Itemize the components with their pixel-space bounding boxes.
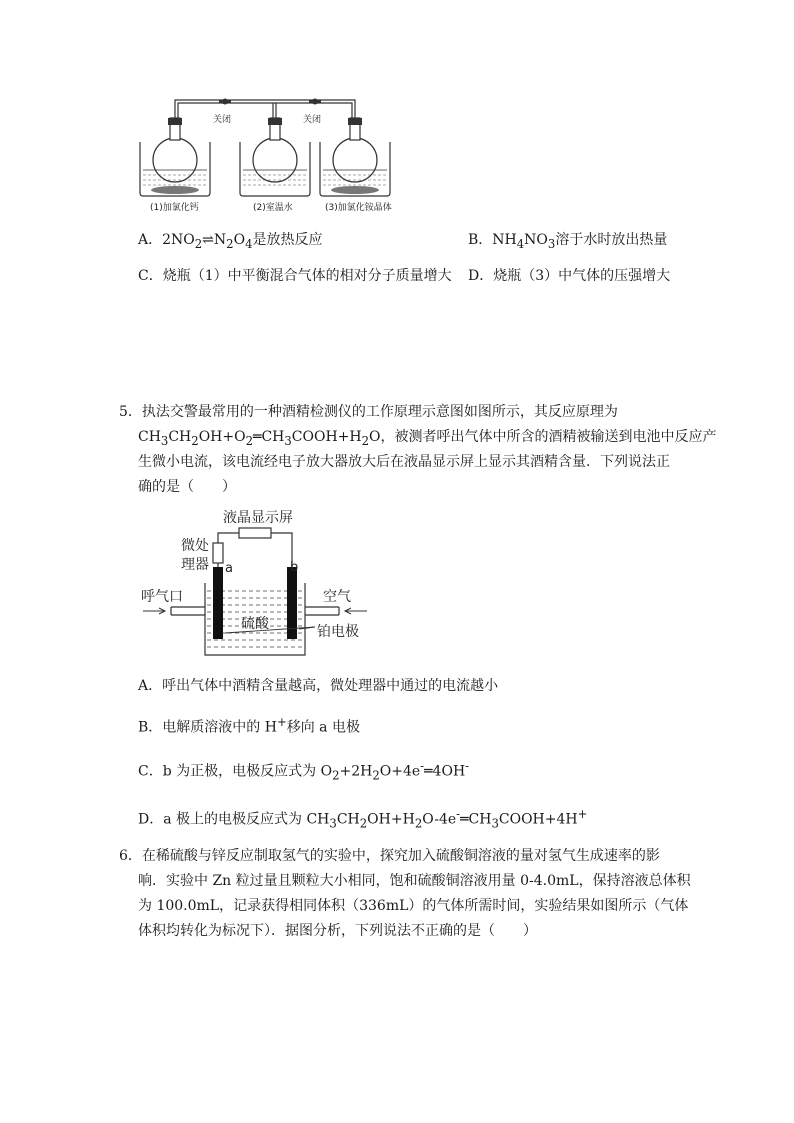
q4-option-a[interactable]: A．$2NO_2\rightleftharpoons N_2O_4$是放热反应 [138,232,323,251]
beaker-2 [240,118,310,196]
q5-option-a[interactable]: A．呼出气体中酒精含量越高，微处理器中通过的电流越小 [138,678,499,694]
q5-option-d[interactable]: D．a 极上的电极反应式为 $CH_3CH_2OH+H_2O-4e^-═CH_3COOH+4H^+$ [138,807,588,831]
flask3-caption: (3)加氯化铵晶体 [325,203,392,213]
display-label: 液晶显示屏 [223,510,293,526]
q6-stem-line4: 体积均转化为标况下）．据图分析，下列说法不正确的是（ ） [138,923,537,939]
breathalyzer-figure [135,505,385,660]
q4-option-d[interactable]: D．烧瓶（3）中气体的压强增大 [468,268,671,284]
q4-option-c[interactable]: C．烧瓶（1）中平衡混合气体的相对分子质量增大 [138,268,452,284]
inlet-label: 呼气口 [141,589,183,605]
q6-stem-line2: 响．实验中 Zn 粒过量且颗粒大小相同，饱和硫酸铜溶液用量 0-4.0mL，保持溶液总体积 [138,873,691,889]
flask1-caption: (1)加氯化钙 [150,203,199,213]
q6-stem-line1: 6．在稀硫酸与锌反应制取氢气的实验中，探究加入硫酸铜溶液的量对氢气生成速率的影 [119,848,660,864]
q5-stem-line4: 确的是（ ） [138,479,236,495]
beaker-3 [320,118,390,196]
processor-label-2: 理器 [181,557,209,573]
q6-stem-line3: 为 100.0mL，记录获得相同体积（336mL）的气体所需时间，实验结果如图所示（气体 [138,898,689,914]
display-resistor-icon [239,528,271,538]
beaker-1 [140,118,210,196]
q5-stem-line3: 生微小电流，该电流经电子放大器放大后在液晶显示屏上显示其酒精含量．下列说法正 [138,454,670,470]
q5-option-b[interactable]: B．电解质溶液中的 H+移向 a 电极 [138,715,360,736]
electrode-a [213,567,223,639]
valve-left-label: 关闭 [213,115,232,125]
electrode-b-label: b [290,560,299,575]
q5-stem-line1: 5．执法交警最常用的一种酒精检测仪的工作原理示意图如图所示，其反应原理为 [119,404,618,420]
air-label: 空气 [323,589,351,605]
platinum-label: 铂电极 [317,624,359,640]
processor-label-1: 微处 [181,538,209,554]
processor-resistor-icon [213,543,223,563]
flask2-caption: (2)室温水 [253,203,293,213]
acid-label: 硫酸 [241,616,269,632]
q4-option-b[interactable]: B．$NH_4NO_3$溶于水时放出热量 [468,232,668,251]
valve-right-label: 关闭 [303,115,322,125]
q5-option-c[interactable]: C．b 为正极，电极反应式为 $O_2+2H_2O+4e^-═4OH^-$ [138,759,470,783]
q5-stem-line2: $CH_3CH_2OH+O_2═CH_3COOH+H_2O$，被测者呼出气体中所含的酒精被输送到电池中反应产 [138,429,717,448]
electrode-a-label: a [225,561,233,576]
flask-apparatus-figure [135,90,435,215]
